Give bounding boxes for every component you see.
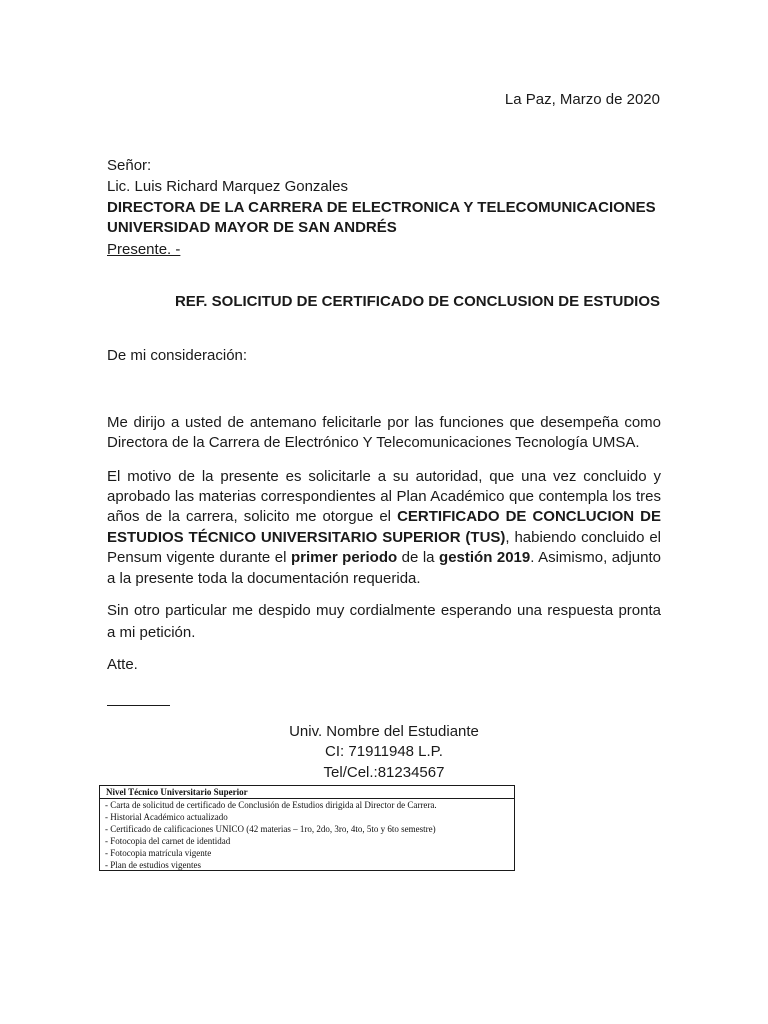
paragraph-3-line-2: a mi petición. xyxy=(107,624,196,641)
greeting: De mi consideración: xyxy=(107,347,248,364)
paragraph-2-line-6 xyxy=(107,569,661,589)
recipient-name: Lic. Luis Richard Marquez Gonzales xyxy=(107,178,348,195)
presente-line xyxy=(107,240,661,260)
closing: Atte. xyxy=(107,656,138,673)
paragraph-2-text: a la presente toda la documentación requerida. xyxy=(107,570,421,587)
signature-line xyxy=(107,705,170,706)
paragraph-2-line-3 xyxy=(107,507,661,527)
signature-name: Univ. Nombre del Estudiante xyxy=(289,723,479,740)
signature-phone: Tel/Cel.:81234567 xyxy=(323,764,445,781)
certificate-name-bold: CERTIFICADO DE CONCLUCION DE xyxy=(397,508,661,525)
paragraph-2-line-1 xyxy=(107,467,661,487)
signature-id: CI: 71911948 L.P. xyxy=(325,743,443,760)
date-line: La Paz, Marzo de 2020 xyxy=(504,91,660,108)
paragraph-3-line-1: Sin otro particular me despido muy cordialmente esperando una respuesta pronta xyxy=(107,602,661,619)
recipient-title: DIRECTORA DE LA CARRERA DE ELECTRONICA Y TELECOMUNICACIONES xyxy=(107,199,656,216)
paragraph-2-text: . Asimismo, adjunto xyxy=(530,549,661,566)
paragraph-2-text: de la xyxy=(397,549,440,566)
recipient-salutation: Señor: xyxy=(107,157,152,174)
requirements-item: - Fotocopia del carnet de identidad xyxy=(105,836,231,846)
requirements-item: - Fotocopia matrícula vigente xyxy=(105,848,212,858)
requirements-item: - Plan de estudios vigentes xyxy=(105,860,201,870)
requirements-box xyxy=(99,785,515,871)
paragraph-2-text: aprobado las materias correspondientes al Plan Académico que contempla los tres xyxy=(107,488,661,505)
requirements-item: - Carta de solicitud de certificado de Conclusión de Estudios dirigida al Director de Carrera. xyxy=(105,800,437,810)
paragraph-2-line-2 xyxy=(107,487,661,507)
presente-text: Presente. - xyxy=(107,241,181,258)
paragraph-2-text: El motivo de la presente es solicitarle a su autoridad, que una vez concluido y xyxy=(107,468,661,485)
certificate-name-bold: ESTUDIOS TÉCNICO UNIVERSITARIO SUPERIOR (TUS) xyxy=(107,529,506,546)
requirements-item: - Historial Académico actualizado xyxy=(105,812,228,822)
paragraph-2-text: Pensum vigente durante el xyxy=(107,549,291,566)
period-bold: primer periodo xyxy=(290,549,398,566)
reference-line: REF. SOLICITUD DE CERTIFICADO DE CONCLUSION DE ESTUDIOS xyxy=(174,293,660,310)
recipient-institution: UNIVERSIDAD MAYOR DE SAN ANDRÉS xyxy=(107,219,397,236)
management-year-bold: gestión 2019 xyxy=(439,549,531,566)
paragraph-2-text: , habiendo concluido el xyxy=(505,529,661,546)
paragraph-2-text: años de la carrera, solicito me otorgue el xyxy=(107,508,398,525)
paragraph-1-line-2: Directora de la Carrera de Electrónico Y Telecomunicaciones Tecnología UMSA. xyxy=(107,434,640,451)
paragraph-2-line-5 xyxy=(107,548,661,568)
requirements-item: - Certificado de calificaciones UNICO (42 materias – 1ro, 2do, 3ro, 4to, 5to y 6to semestre) xyxy=(105,824,436,834)
paragraph-1-line-1: Me dirijo a usted de antemano felicitarle por las funciones que desempeña como xyxy=(107,414,661,431)
paragraph-2-line-4 xyxy=(107,528,661,548)
requirements-header: Nivel Técnico Universitario Superior xyxy=(100,786,514,799)
